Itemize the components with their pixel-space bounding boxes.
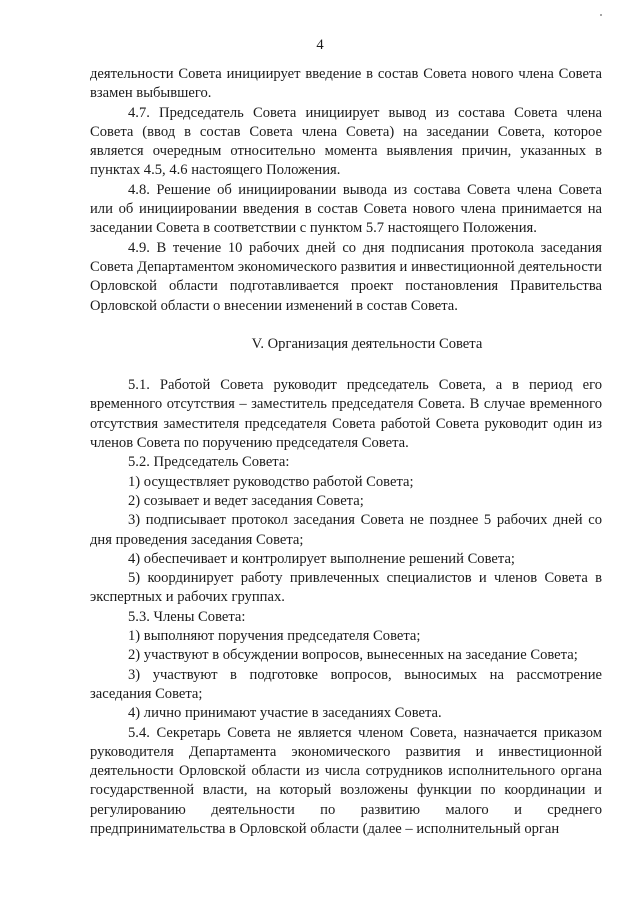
- paragraph: 4.8. Решение об инициировании вывода из состава Совета члена Совета или об инициировании введения в состав Совета нового члена принимается на заседании Совета в соответствии с пунктом 5.7 настоящего Положения.: [90, 181, 602, 237]
- paragraph: 5.2. Председатель Совета:: [128, 454, 290, 471]
- paragraph: 4.7. Председатель Совета инициирует вывод из состава Совета члена Совета (ввод в состав Совета члена Совета) на заседании Совета, которое является очередным относительно момента выявления причин, указанных в пунктах 4.5, 4.6 настоящего Положения.: [90, 104, 602, 179]
- section-heading: V. Организация деятельности Совета: [251, 335, 483, 352]
- paragraph: 2) созывает и ведет заседания Совета;: [128, 492, 364, 509]
- paragraphs-before-heading: [90, 65, 602, 316]
- paragraph: 4.9. В течение 10 рабочих дней со дня подписания протокола заседания Совета Департаментом экономического развития и инвестиционной деятельности Орловской области подготавливается проект постановления Правительства Орловской области о внесении изменений в состав Совета.: [90, 239, 602, 314]
- paragraph: 5.1. Работой Совета руководит председатель Совета, а в период его временного отсутствия – заместитель председателя Совета. В случае временного отсутствия заместителя председателя Совета работой Совета руководит один из членов Совета по поручению председателя Совета.: [90, 377, 602, 452]
- paragraph: 3) подписывает протокол заседания Совета не позднее 5 рабочих дней со дня проведения заседания Совета;: [90, 512, 602, 548]
- scan-speck: [600, 14, 602, 16]
- paragraph: деятельности Совета инициирует введение в состав Совета нового члена Совета взамен выбывшего.: [90, 66, 602, 102]
- paragraph: 3) участвуют в подготовке вопросов, выносимых на рассмотрение заседания Совета;: [90, 666, 602, 702]
- paragraph: 4) лично принимают участие в заседаниях Совета.: [128, 705, 442, 722]
- paragraph: 5) координирует работу привлеченных специалистов и членов Совета в экспертных и рабочих группах.: [90, 570, 602, 606]
- paragraph: 5.3. Члены Совета:: [128, 608, 246, 625]
- paragraph: 1) осуществляет руководство работой Совета;: [128, 473, 414, 490]
- paragraph: 2) участвуют в обсуждении вопросов, вынесенных на заседание Совета;: [128, 647, 578, 664]
- paragraph: 4) обеспечивает и контролирует выполнение решений Совета;: [128, 550, 515, 567]
- document-body: [90, 65, 602, 839]
- paragraph: 5.4. Секретарь Совета не является членом Совета, назначается приказом руководителя Департамента экономического развития и инвестиционной деятельности Орловской области из числа сотрудников исполнительного органа государственной власти, на который возложены функции по координации и регулированию деятельности по развитию малого и среднего предпринимательства в Орловской области (далее – исполнительный орган: [90, 724, 602, 837]
- page-number: 4: [316, 37, 324, 53]
- paragraphs-after-heading: [90, 376, 602, 839]
- paragraph: 1) выполняют поручения председателя Совета;: [128, 628, 421, 645]
